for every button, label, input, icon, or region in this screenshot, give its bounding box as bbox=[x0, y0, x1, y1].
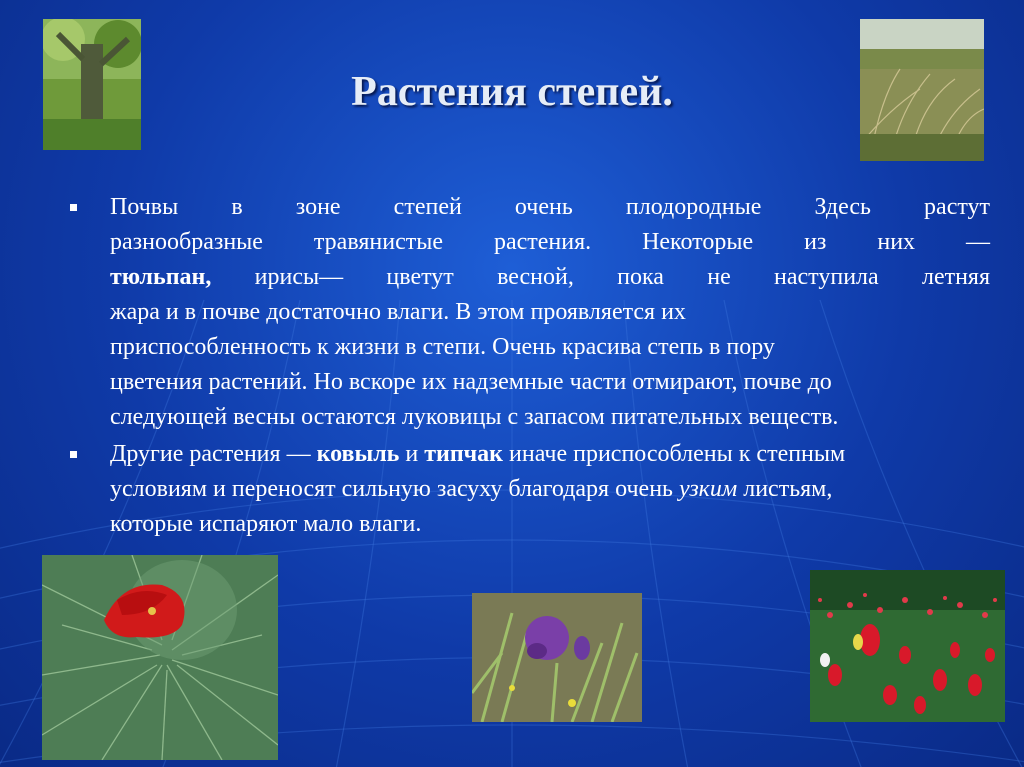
text-line bbox=[110, 260, 990, 295]
bullet-marker bbox=[70, 451, 77, 458]
bullet-soils bbox=[70, 190, 990, 435]
slide-title: Растения степей. bbox=[351, 69, 673, 115]
text-line: цветения растений. Но вскоре их надземные части отмирают, почве до bbox=[110, 369, 832, 395]
tulip-field-photo bbox=[810, 570, 1005, 722]
bullet-marker bbox=[70, 204, 77, 211]
bold-term-fescue: типчак bbox=[424, 441, 504, 467]
text-run: условиям и переносят сильную засуху благодаря очень bbox=[110, 476, 673, 502]
text-line: следующей весны остаются луковицы с запасом питательных веществ. bbox=[110, 404, 839, 430]
text-line: Почвы в зоне степей очень плодородные Здесь растут bbox=[110, 194, 990, 220]
bold-term-tulip: тюльпан, bbox=[110, 264, 212, 290]
text-line: которые испаряют мало влаги. bbox=[110, 511, 422, 537]
text-line bbox=[110, 472, 990, 507]
bullet-grasses bbox=[70, 437, 990, 542]
text-body bbox=[70, 190, 990, 542]
text-run: и bbox=[405, 441, 419, 467]
text-run: ирисы— цветут весной, пока не наступила летняя bbox=[254, 264, 991, 290]
iris-photo bbox=[472, 593, 642, 722]
text-run: листьям, bbox=[743, 476, 833, 502]
red-peony-photo bbox=[42, 555, 278, 760]
italic-term-narrow: узким bbox=[678, 476, 738, 502]
text-line: приспособленность к жизни в степи. Очень красива степь в пору bbox=[110, 334, 775, 360]
text-line bbox=[110, 437, 990, 472]
text-line: жара и в почве достаточно влаги. В этом проявляется их bbox=[110, 299, 686, 325]
text-line: разнообразные травянистые растения. Некоторые из них — bbox=[110, 229, 990, 255]
text-run: Другие растения — bbox=[110, 441, 311, 467]
text-run: иначе приспособлены к степным bbox=[509, 441, 846, 467]
bold-term-feather-grass: ковыль bbox=[316, 441, 400, 467]
